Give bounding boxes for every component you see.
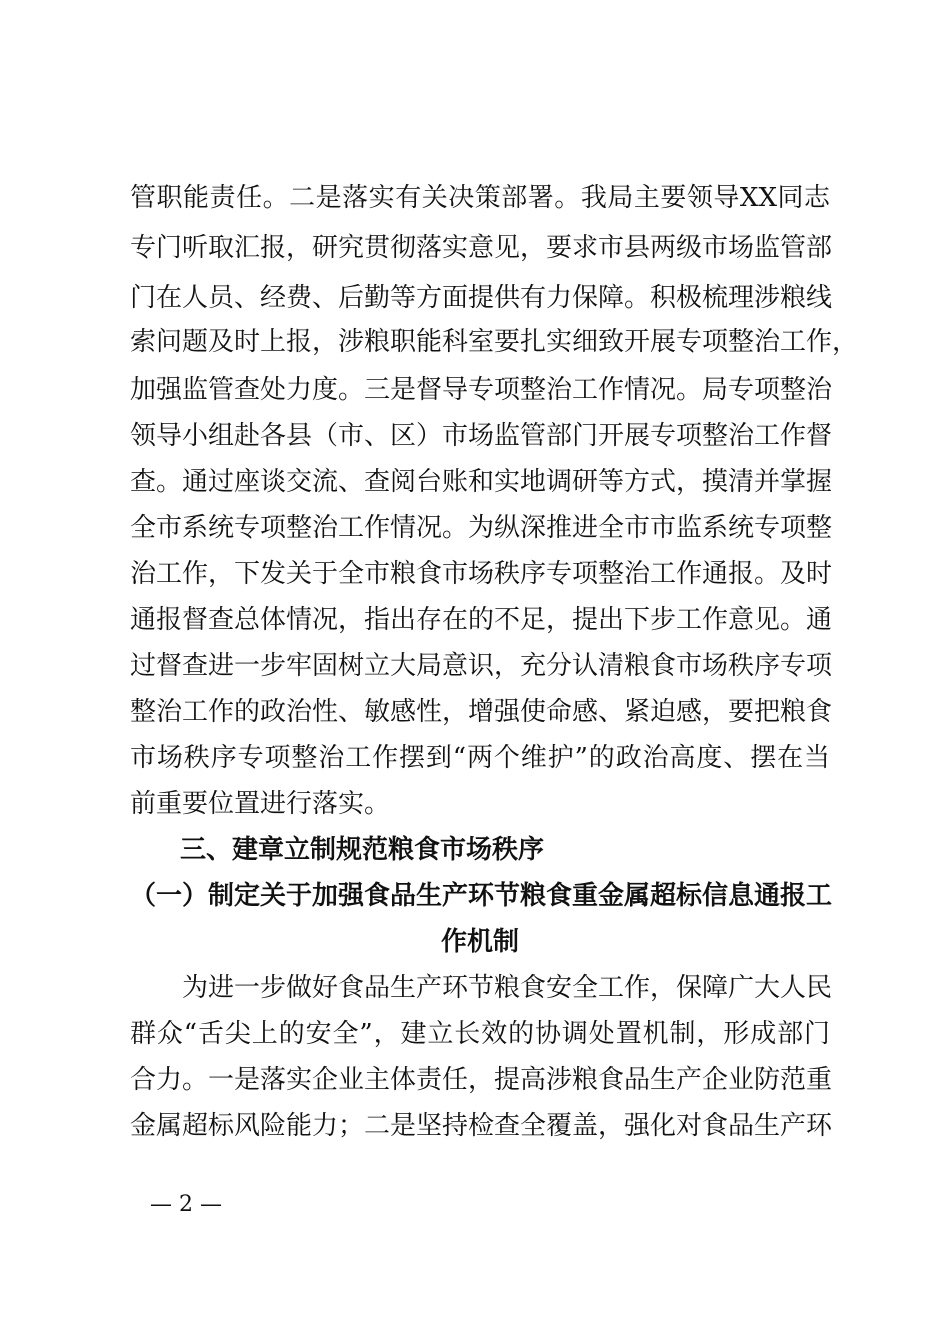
- paragraph-line: 查。通过座谈交流、查阅台账和实地调研等方式，摸清并掌握: [130, 467, 833, 497]
- paragraph-line: 管职能责任。二是落实有关决策部署。我局主要领导XX同志: [130, 183, 830, 213]
- paragraph-line: 为进一步做好食品生产环节粮食安全工作，保障广大人民: [182, 973, 833, 1003]
- paragraph-line: 门在人员、经费、后勤等方面提供有力保障。积极梳理涉粮线: [130, 283, 833, 313]
- section-heading: 三、建章立制规范粮食市场秩序: [180, 835, 545, 865]
- paragraph-line: 专门听取汇报，研究贯彻落实意见，要求市县两级市场监管部: [130, 233, 833, 263]
- paragraph-line: 整治工作的政治性、敏感性，增强使命感、紧迫感，要把粮食: [130, 697, 833, 727]
- paragraph-line: 群众“舌尖上的安全”，建立长效的协调处置机制，形成部门: [130, 1019, 830, 1049]
- paragraph-line: 领导小组赴各县（市、区）市场监管部门开展专项整治工作督: [130, 421, 833, 451]
- paragraph-line: 金属超标风险能力；二是坚持检查全覆盖，强化对食品生产环: [130, 1111, 833, 1141]
- paragraph-line: 前重要位置进行落实。: [130, 789, 391, 819]
- paragraph-line: 加强监管查处力度。三是督导专项整治工作情况。局专项整治: [130, 375, 833, 405]
- paragraph-line: 过督查进一步牢固树立大局意识，充分认清粮食市场秩序专项: [130, 651, 833, 681]
- paragraph-line: 市场秩序专项整治工作摆到“两个维护”的政治高度、摆在当: [130, 743, 830, 773]
- subsection-heading: （一）制定关于加强食品生产环节粮食重金属超标信息通报工: [130, 881, 833, 911]
- page-number: — 2 —: [150, 1192, 222, 1217]
- paragraph-line: 合力。一是落实企业主体责任，提高涉粮食品生产企业防范重: [130, 1065, 833, 1095]
- paragraph-line: 全市系统专项整治工作情况。为纵深推进全市市监系统专项整: [130, 513, 833, 543]
- subsection-heading-continued: 作机制: [440, 927, 519, 957]
- paragraph-line: 索问题及时上报，涉粮职能科室要扎实细致开展专项整治工作，: [130, 327, 859, 357]
- paragraph-line: 治工作，下发关于全市粮食市场秩序专项整治工作通报。及时: [130, 559, 833, 589]
- paragraph-line: 通报督查总体情况，指出存在的不足，提出下步工作意见。通: [130, 605, 833, 635]
